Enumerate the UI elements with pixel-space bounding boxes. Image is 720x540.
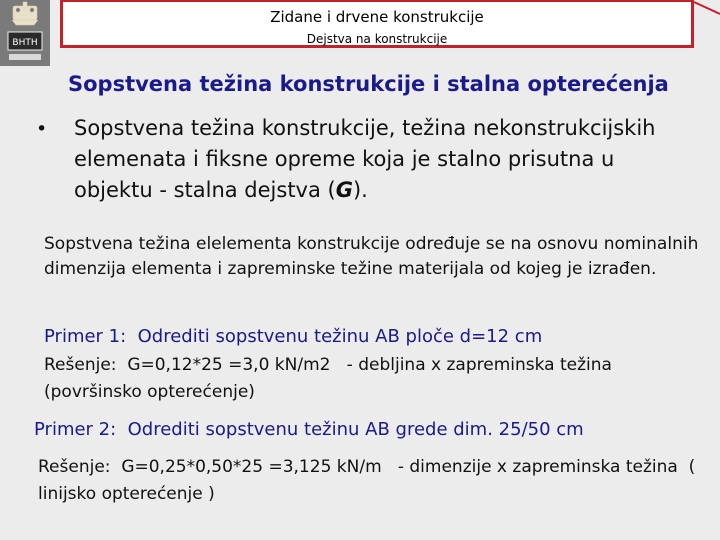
institution-logo bbox=[0, 0, 50, 66]
example-1-title: Primer 1: Odrediti sopstvenu težinu AB ploče d=12 cm bbox=[44, 326, 543, 347]
course-title: Zidane i drvene konstrukcije bbox=[270, 8, 484, 26]
slide-title: Sopstvena težina konstrukcije i stalna opterećenja bbox=[68, 72, 669, 96]
svg-text:BHTH: BHTH bbox=[12, 38, 38, 48]
bullet-text-end: ). bbox=[352, 178, 368, 202]
example-1-solution bbox=[44, 352, 704, 406]
course-subtitle: Dejstva na konstrukcije bbox=[306, 32, 448, 46]
bullet-text bbox=[74, 113, 694, 206]
example-2-title: Primer 2: Odrediti sopstvenu težinu AB grede dim. 25/50 cm bbox=[34, 419, 584, 440]
example-2-solution bbox=[38, 454, 708, 508]
bullet-text-main: Sopstvena težina konstrukcije, težina nekonstrukcijskih elemenata i fiksne opreme koja je stalno prisutna u objektu - stalna dejstva ( bbox=[74, 116, 656, 202]
permanent-action-symbol: G bbox=[335, 178, 353, 202]
bullet-marker: • bbox=[36, 118, 48, 140]
header-corner-accent bbox=[694, 0, 720, 18]
example-2-solution-text: Rešenje: G=0,25*0,50*25 =3,125 kN/m - dimenzije x zapreminska težina ( linijsko opterećenje ) bbox=[38, 457, 701, 504]
self-weight-paragraph: Sopstvena težina elelementa konstrukcije određuje se na osnovu nominalnih dimenzija elementa i zapreminske težine materijala od kojeg je izrađen. bbox=[44, 234, 699, 279]
header-banner bbox=[60, 0, 694, 48]
example-1-solution-text: Rešenje: G=0,12*25 =3,0 kN/m2 - debljina x zapreminska težina (površinsko opterećenje) bbox=[44, 355, 618, 402]
